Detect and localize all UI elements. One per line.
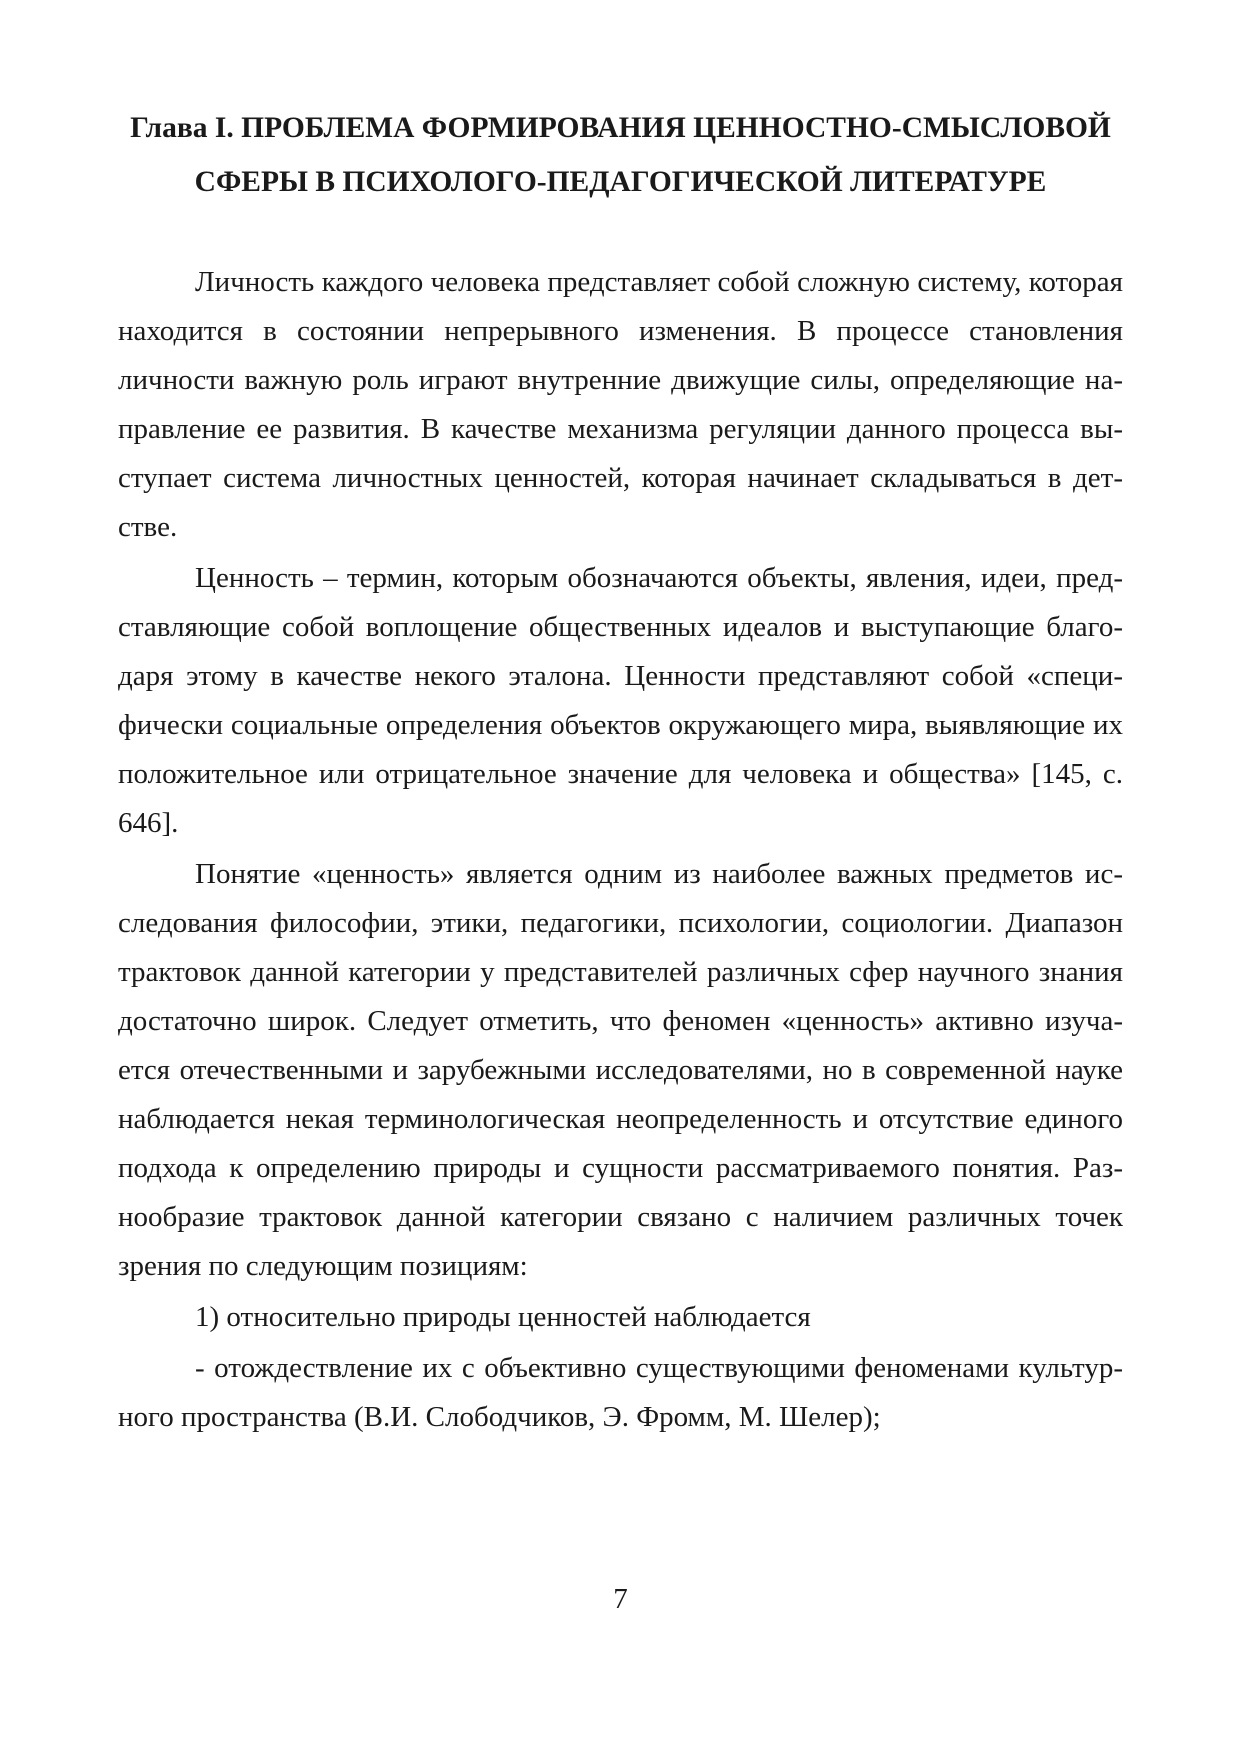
chapter-heading [118,101,1123,209]
paragraph: Личность каждого человека представляет собой сложную систему, которая находится в состоянии непрерывного изменения. В процессе становления личности важную роль играют внутренние движущие силы, определяющие направление ее развития. В качестве механизма регуляции данного процесса выступает система личностных ценностей, которая начинает складываться в детстве. [118,266,1123,543]
chapter-heading-line-2: СФЕРЫ В ПСИХОЛОГО-ПЕДАГОГИЧЕСКОЙ ЛИТЕРАТУРЕ [194,166,1047,198]
body-text [118,258,1123,1444]
paragraph: Ценность – термин, которым обозначаются объекты, явления, идеи, представляющие собой воплощение общественных идеалов и выступающие благодаря этому в качестве некого эталона. Ценности представляют собой «специфически социальные определения объектов окружающего мира, выявляющие их положительное или отрицательное значение для человека и общества» [145, с. 646]. [118,562,1123,839]
chapter-heading-line-1: Глава I. ПРОБЛЕМА ФОРМИРОВАНИЯ ЦЕННОСТНО-СМЫСЛОВОЙ [130,112,1111,144]
page-number: 7 [613,1583,628,1615]
paragraph: 1) относительно природы ценностей наблюдается [195,1301,811,1333]
paragraph: - отождествление их с объективно существующими феноменами культурного пространства (В.И. Слободчиков, Э. Фромм, М. Шелер); [118,1352,1123,1433]
paragraph: Понятие «ценность» является одним из наиболее важных предметов исследования философии, этики, педагогики, психологии, социологии. Диапазон трактовок данной категории у представителей различных сфер научного знания достаточно широк. Следует отметить, что феномен «ценность» активно изучается отечественными и зарубежными исследователями, но в современной науке наблюдается некая терминологическая неопределенность и отсутствие единого подхода к определению природы и сущности рассматриваемого понятия. Разнообразие трактовок данной категории связано с наличием различных точек зрения по следующим позициям: [118,858,1123,1282]
